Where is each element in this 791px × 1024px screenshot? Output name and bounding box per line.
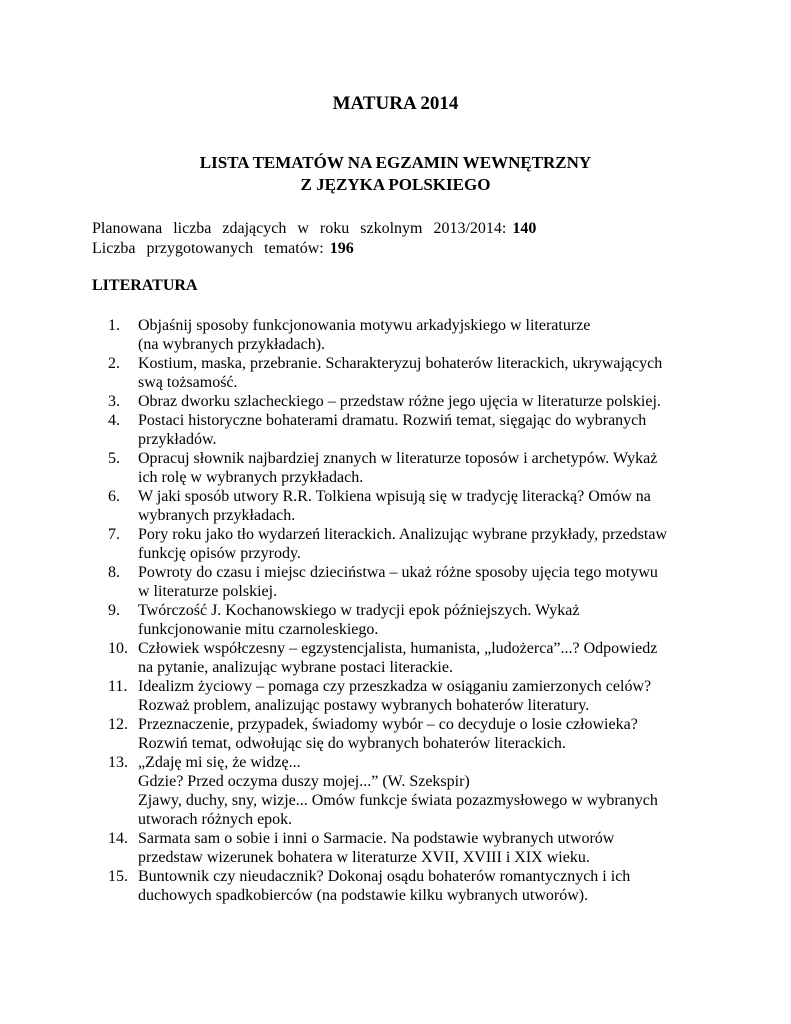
topic-text-line: duchowych spadkobierców (na podstawie kilku wybranych utworów).: [138, 887, 589, 904]
page-subtitle: [0, 152, 791, 196]
topic-item: [108, 867, 708, 905]
topic-number: 7.: [108, 526, 120, 543]
topic-number: 14.: [108, 830, 128, 847]
planned-count-label: Planowana liczba zdających w roku szkolnym 2013/2014:: [92, 220, 507, 237]
section-heading: LITERATURA: [92, 277, 198, 294]
topic-number: 1.: [108, 317, 120, 334]
topic-text-line: Zjawy, duchy, sny, wizje... Omów funkcje świata pozazmysłowego w wybranych: [138, 792, 658, 809]
topic-number: 8.: [108, 564, 120, 581]
page-title: MATURA 2014: [332, 93, 459, 114]
topic-text-line: Gdzie? Przed oczyma duszy mojej...” (W. Szekspir): [138, 773, 470, 790]
subtitle-line: LISTA TEMATÓW NA EGZAMIN WEWNĘTRZNY: [199, 153, 592, 172]
planned-count-row: [92, 219, 536, 239]
topic-number: 3.: [108, 393, 120, 410]
topic-item: [108, 829, 708, 867]
topic-item: [108, 316, 708, 354]
topic-number: 15.: [108, 868, 128, 885]
prepared-count-value: 196: [329, 240, 354, 257]
topic-text-line: Sarmata sam o sobie i inni o Sarmacie. Na podstawie wybranych utworów: [138, 830, 615, 847]
topic-text-line: Rozważ problem, analizując postawy wybranych bohaterów literatury.: [138, 697, 590, 714]
topic-text-line: Objaśnij sposoby funkcjonowania motywu arkadyjskiego w literaturze: [138, 317, 591, 334]
topic-item: [108, 449, 708, 487]
topic-number: 2.: [108, 355, 120, 372]
topic-list: [108, 316, 708, 905]
topic-text-line: (na wybranych przykładach).: [138, 336, 326, 353]
topic-text-line: Kostium, maska, przebranie. Scharakteryzuj bohaterów literackich, ukrywających: [138, 355, 663, 372]
topic-item: [108, 753, 708, 829]
topic-text-line: wybranych przykładach.: [138, 507, 296, 524]
topic-item: [108, 411, 708, 449]
topic-text-line: W jaki sposób utwory R.R. Tolkiena wpisują się w tradycję literacką? Omów na: [138, 488, 651, 505]
subtitle-line: Z JĘZYKA POLSKIEGO: [300, 175, 491, 194]
prepared-count-row: [92, 239, 536, 259]
topic-item: [108, 392, 708, 411]
topic-number: 6.: [108, 488, 120, 505]
topic-item: [108, 639, 708, 677]
topic-number: 12.: [108, 716, 128, 733]
topic-text-line: funkcję opisów przyrody.: [138, 545, 301, 562]
topic-text-line: swą tożsamość.: [138, 374, 238, 391]
topic-item: [108, 601, 708, 639]
planned-count-value: 140: [512, 220, 537, 237]
topic-number: 5.: [108, 450, 120, 467]
topic-text-line: Buntownik czy nieudacznik? Dokonaj osądu bohaterów romantycznych i ich: [138, 868, 631, 885]
topic-number: 4.: [108, 412, 120, 429]
topic-text-line: Powroty do czasu i miejsc dzieciństwa – ukaż różne sposoby ujęcia tego motywu: [138, 564, 658, 581]
topic-text-line: w literaturze polskiej.: [138, 583, 278, 600]
topic-item: [108, 525, 708, 563]
topic-text-line: „Zdaję mi się, że widzę...: [138, 754, 301, 771]
topic-text-line: Postaci historyczne bohaterami dramatu. Rozwiń temat, sięgając do wybranych: [138, 412, 647, 429]
topic-text-line: ich rolę w wybranych przykładach.: [138, 469, 364, 486]
prepared-count-label: Liczba przygotowanych tematów:: [92, 240, 324, 257]
exam-statistics: [92, 219, 536, 259]
topic-text-line: utworach różnych epok.: [138, 811, 293, 828]
topic-text-line: przedstaw wizerunek bohatera w literaturze XVII, XVIII i XIX wieku.: [138, 849, 590, 866]
topic-text-line: Pory roku jako tło wydarzeń literackich. Analizując wybrane przykłady, przedstaw: [138, 526, 667, 543]
topic-text-line: Twórczość J. Kochanowskiego w tradycji epok późniejszych. Wykaż: [138, 602, 580, 619]
topic-item: [108, 677, 708, 715]
topic-number: 9.: [108, 602, 120, 619]
topic-text-line: funkcjonowanie mitu czarnoleskiego.: [138, 621, 379, 638]
topic-item: [108, 563, 708, 601]
topic-text-line: na pytanie, analizując wybrane postaci literackie.: [138, 659, 453, 676]
topic-text-line: Przeznaczenie, przypadek, świadomy wybór – co decyduje o losie człowieka?: [138, 716, 638, 733]
topic-text-line: Człowiek współczesny – egzystencjalista, humanista, „ludożerca”...? Odpowiedz: [138, 640, 658, 657]
topic-number: 13.: [108, 754, 128, 771]
topic-text-line: przykładów.: [138, 431, 217, 448]
topic-item: [108, 487, 708, 525]
topic-item: [108, 715, 708, 753]
topic-text-line: Opracuj słownik najbardziej znanych w literaturze toposów i archetypów. Wykaż: [138, 450, 658, 467]
topic-number: 10.: [108, 640, 128, 657]
topic-item: [108, 354, 708, 392]
topic-text-line: Idealizm życiowy – pomaga czy przeszkadza w osiąganiu zamierzonych celów?: [138, 678, 652, 695]
topic-number: 11.: [108, 678, 128, 695]
topic-text-line: Obraz dworku szlacheckiego – przedstaw różne jego ujęcia w literaturze polskiej.: [138, 393, 661, 410]
topic-text-line: Rozwiń temat, odwołując się do wybranych bohaterów literackich.: [138, 735, 566, 752]
